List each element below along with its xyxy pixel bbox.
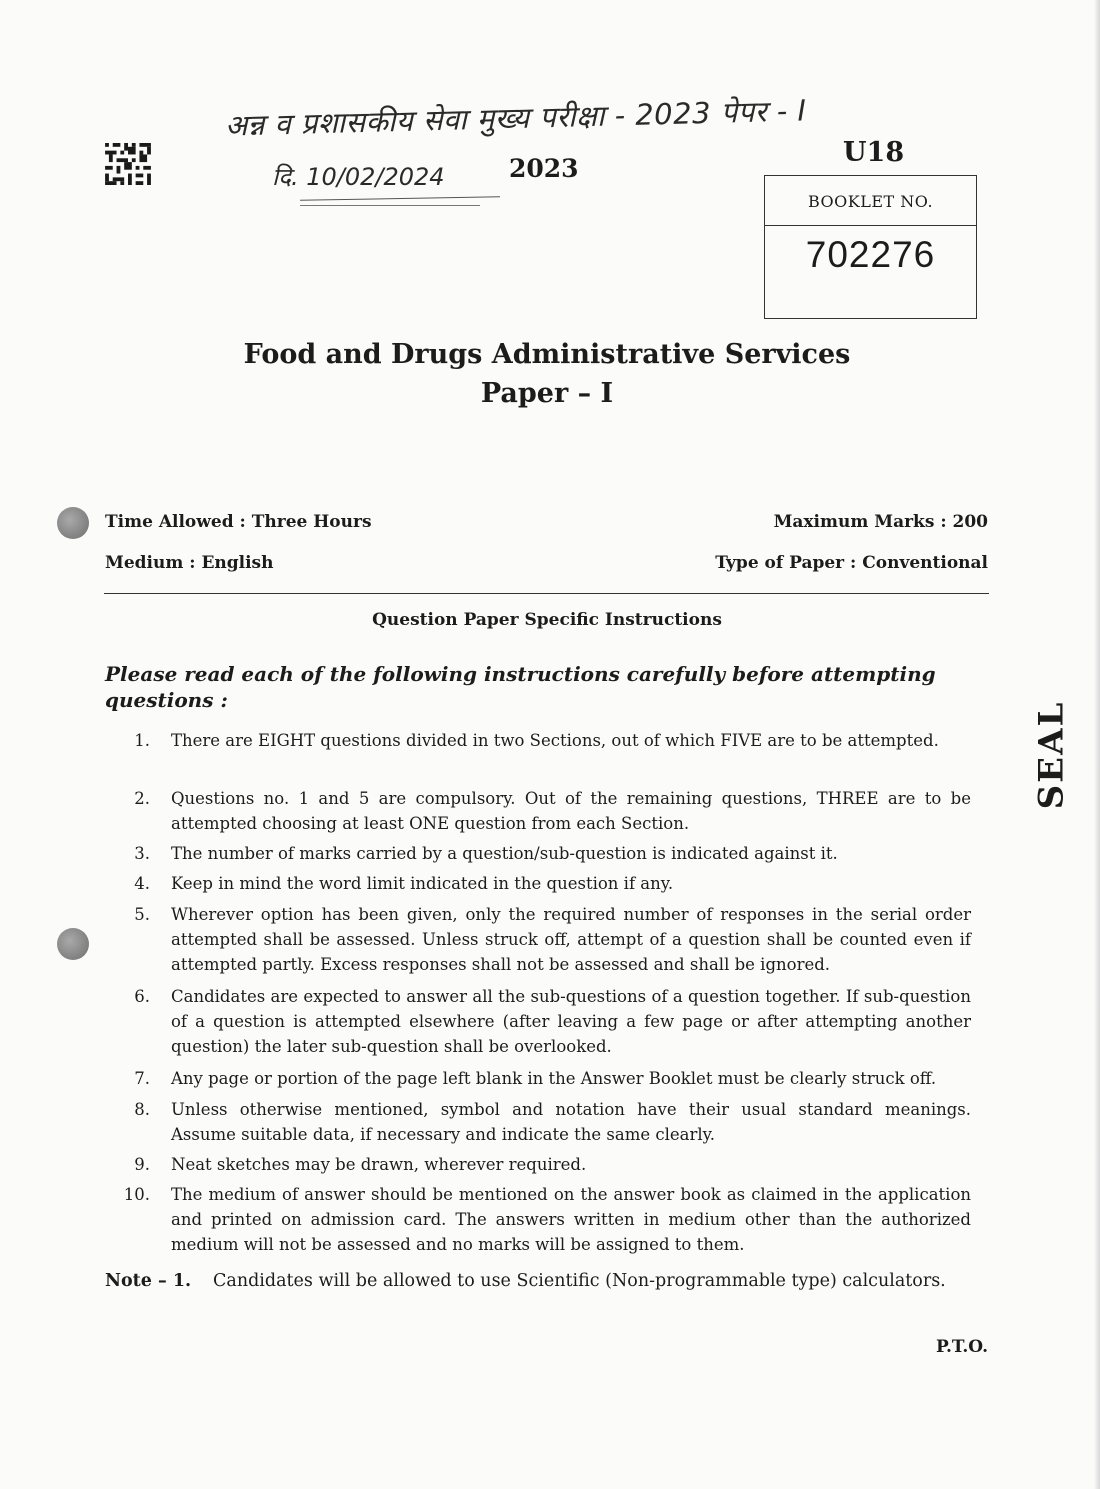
instruction-text: Wherever option has been given, only the required number of responses in the serial order attempted shall be assessed. Unless struck off, attempt of a question shall be counted even if attempted partly. Excess responses shall not be assessed and shall be ignored. — [171, 905, 971, 974]
instruction-text: The number of marks carried by a question/sub-question is indicated against it. — [171, 844, 838, 863]
instruction-text: There are EIGHT questions divided in two Sections, out of which FIVE are to be attempted. — [171, 731, 939, 750]
instruction-number: 8. — [134, 1100, 150, 1119]
please-turn-over: P.T.O. — [936, 1337, 988, 1357]
paper-type: Type of Paper : Conventional — [715, 553, 988, 573]
punch-hole-bottom — [57, 928, 89, 960]
note-text: Candidates will be allowed to use Scientific (Non-programmable type) calculators. — [213, 1271, 946, 1291]
exam-year: 2023 — [509, 154, 579, 183]
instruction-number: 6. — [134, 987, 150, 1006]
instruction-text: Keep in mind the word limit indicated in the question if any. — [171, 874, 674, 893]
series-code: U18 — [843, 137, 905, 168]
note-label: Note – 1. — [105, 1271, 192, 1291]
handwritten-date: दि. 10/02/2024 — [272, 163, 445, 191]
maximum-marks: Maximum Marks : 200 — [773, 512, 988, 532]
instruction-number: 10. — [123, 1185, 150, 1204]
medium: Medium : English — [105, 553, 274, 573]
paper-title: Paper – I — [480, 378, 614, 409]
instruction-number: 2. — [134, 789, 150, 808]
instructions-heading: Question Paper Specific Instructions — [372, 610, 722, 630]
seal-label — [1020, 700, 1082, 810]
instruction-text: Questions no. 1 and 5 are compulsory. Out of the remaining questions, THREE are to be attempted choosing at least ONE question from each Section. — [171, 789, 971, 833]
booklet-number: 702276 — [805, 234, 936, 275]
instruction-text: Neat sketches may be drawn, wherever required. — [171, 1155, 587, 1174]
instruction-text: Unless otherwise mentioned, symbol and notation have their usual standard meanings. Assume suitable data, if necessary and indicate the same clearly. — [171, 1100, 971, 1144]
note — [105, 1268, 975, 1294]
booklet-number-box — [764, 175, 977, 319]
handwritten-exam-title: अन्न व प्रशासकीय सेवा मुख्य परीक्षा - 2023 पेपर - I — [224, 93, 807, 143]
date-underline-second — [300, 205, 480, 206]
time-allowed: Time Allowed : Three Hours — [105, 512, 372, 532]
instruction-number: 9. — [134, 1155, 150, 1174]
instruction-number: 5. — [134, 905, 150, 924]
divider-rule — [104, 593, 989, 594]
instruction-text: Any page or portion of the page left blank in the Answer Booklet must be clearly struck off. — [171, 1069, 937, 1088]
exam-title: Food and Drugs Administrative Services — [243, 339, 851, 370]
qr-code-icon — [104, 143, 152, 185]
seal-text: SEAL — [1031, 700, 1072, 810]
instruction-text: The medium of answer should be mentioned on the answer book as claimed in the application and printed on admission card. The answers written in medium other than the authorized medium will not be assessed and no marks will be assigned to them. — [171, 1185, 971, 1254]
instruction-text: Candidates are expected to answer all the sub-questions of a question together. If sub-question of a question is attempted elsewhere (after leaving a few page or after attempting another question) the later sub-question shall be overlooked. — [171, 987, 971, 1056]
instruction-number: 1. — [134, 731, 150, 750]
page-edge-shadow — [1094, 0, 1100, 1489]
instruction-number: 7. — [134, 1069, 150, 1088]
instruction-number: 3. — [134, 844, 150, 863]
instructions-intro: Please read each of the following instructions carefully before attempting questions : — [105, 662, 936, 712]
booklet-label: BOOKLET NO. — [765, 176, 976, 226]
instruction-number: 4. — [134, 874, 150, 893]
punch-hole-top — [57, 507, 89, 539]
date-underline — [300, 196, 500, 200]
